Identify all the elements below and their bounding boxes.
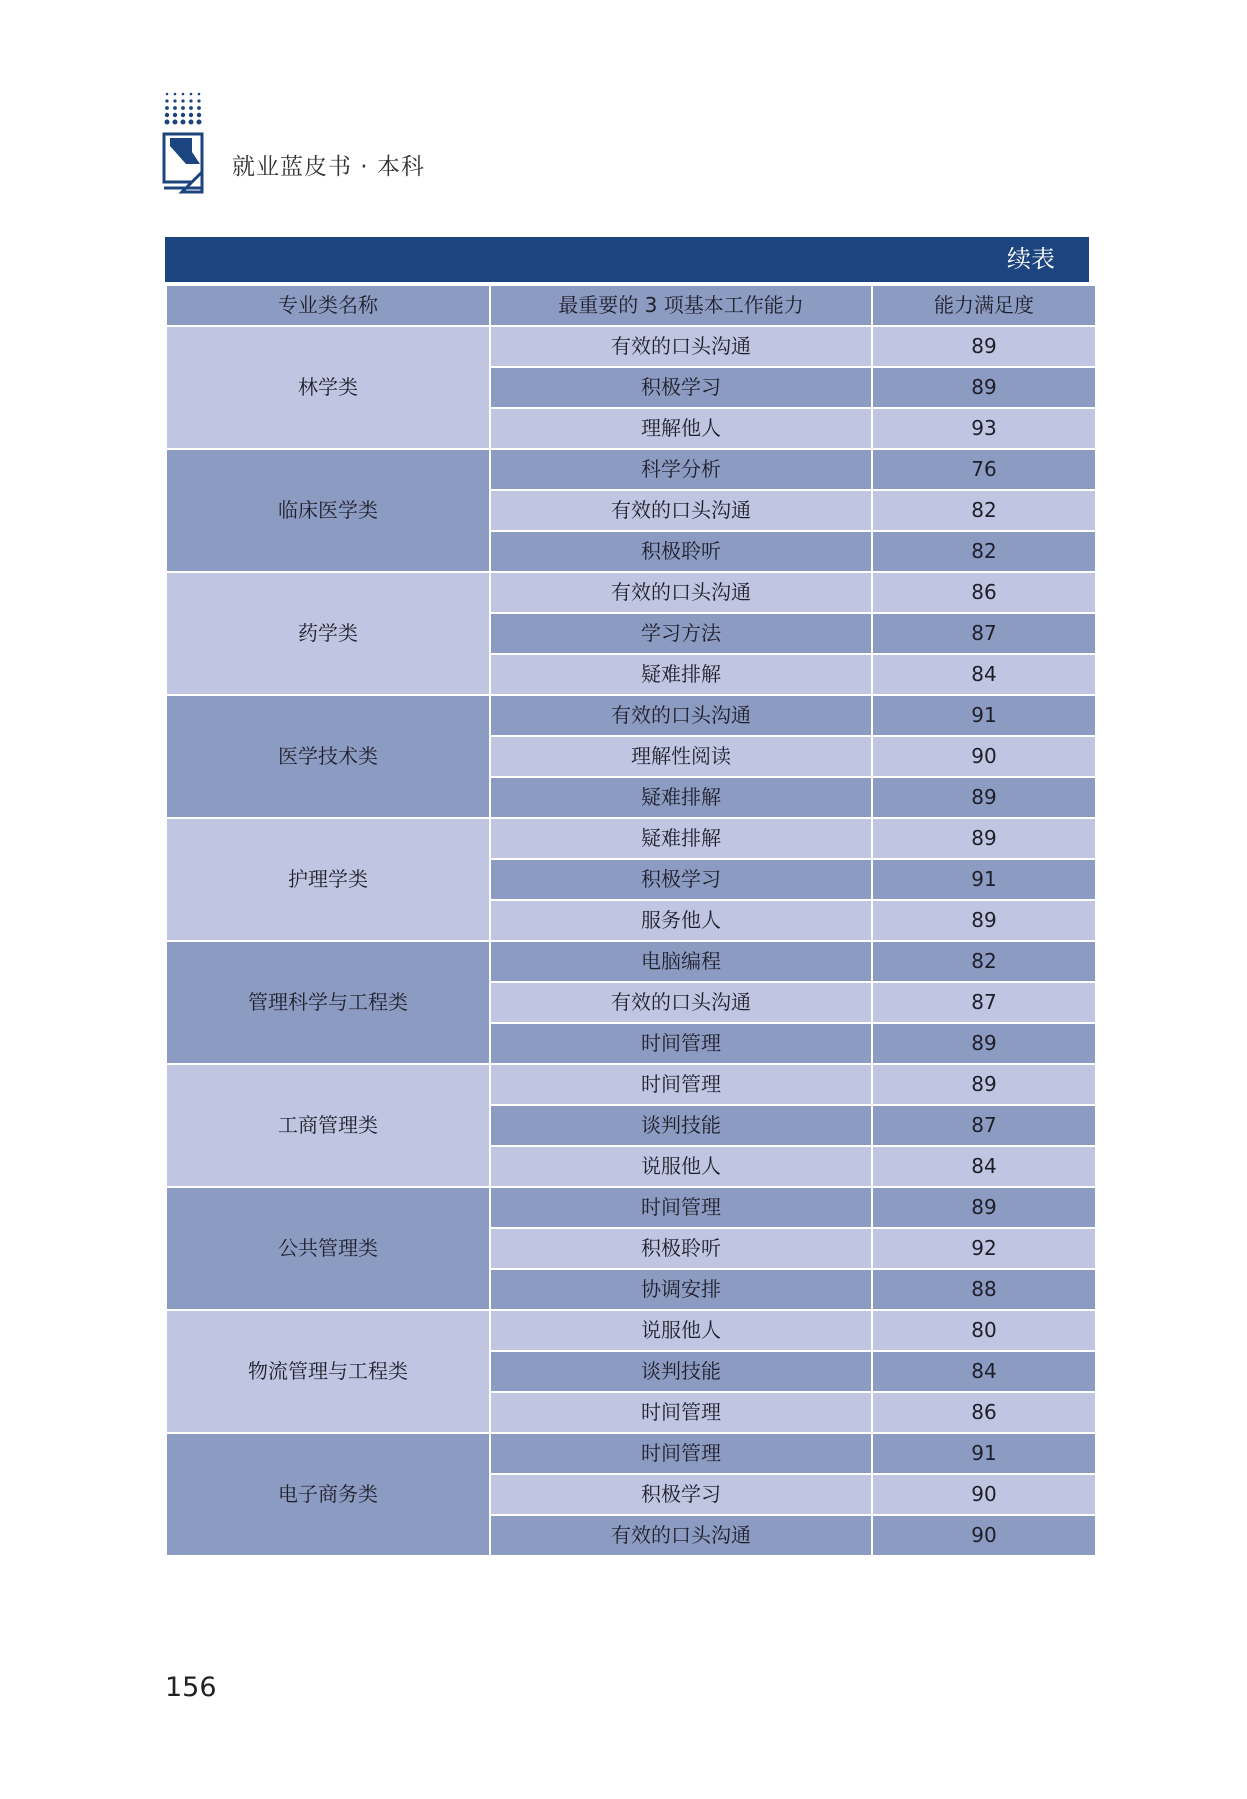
ability-cell: 时间管理 — [490, 1064, 872, 1105]
table-row — [166, 1310, 1096, 1351]
table-row — [166, 1187, 1096, 1228]
continuation-label: 续表 — [1007, 245, 1055, 273]
score-cell: 87 — [872, 613, 1096, 654]
ability-cell: 有效的口头沟通 — [490, 490, 872, 531]
running-header-title: 就业蓝皮书 · 本科 — [232, 154, 425, 180]
score-cell: 89 — [872, 900, 1096, 941]
ability-cell: 电脑编程 — [490, 941, 872, 982]
ability-cell: 说服他人 — [490, 1310, 872, 1351]
ability-cell: 谈判技能 — [490, 1105, 872, 1146]
table-row — [166, 326, 1096, 367]
column-header-score: 能力满足度 — [872, 285, 1096, 326]
ability-cell: 有效的口头沟通 — [490, 1515, 872, 1556]
score-cell: 89 — [872, 818, 1096, 859]
ability-cell: 时间管理 — [490, 1392, 872, 1433]
score-cell: 82 — [872, 490, 1096, 531]
header-row — [166, 285, 1096, 326]
major-cell: 管理科学与工程类 — [166, 941, 490, 1064]
score-cell: 82 — [872, 531, 1096, 572]
ability-cell: 疑难排解 — [490, 654, 872, 695]
table-row — [166, 818, 1096, 859]
table-row — [166, 449, 1096, 490]
table-row — [166, 695, 1096, 736]
column-header-ability: 最重要的 3 项基本工作能力 — [490, 285, 872, 326]
column-header-major: 专业类名称 — [166, 285, 490, 326]
ability-cell: 积极学习 — [490, 859, 872, 900]
major-cell: 药学类 — [166, 572, 490, 695]
score-cell: 89 — [872, 1023, 1096, 1064]
score-cell: 87 — [872, 982, 1096, 1023]
score-cell: 88 — [872, 1269, 1096, 1310]
ability-cell: 协调安排 — [490, 1269, 872, 1310]
major-cell: 护理学类 — [166, 818, 490, 941]
score-cell: 89 — [872, 777, 1096, 818]
ability-cell: 疑难排解 — [490, 818, 872, 859]
ability-cell: 学习方法 — [490, 613, 872, 654]
major-cell: 工商管理类 — [166, 1064, 490, 1187]
ability-cell: 有效的口头沟通 — [490, 695, 872, 736]
data-table — [165, 284, 1097, 1557]
ability-cell: 有效的口头沟通 — [490, 326, 872, 367]
ability-cell: 积极聆听 — [490, 531, 872, 572]
table-row — [166, 572, 1096, 613]
major-cell: 电子商务类 — [166, 1433, 490, 1556]
ability-cell: 服务他人 — [490, 900, 872, 941]
ability-cell: 说服他人 — [490, 1146, 872, 1187]
score-cell: 84 — [872, 1146, 1096, 1187]
page-number: 156 — [165, 1672, 217, 1703]
ability-cell: 疑难排解 — [490, 777, 872, 818]
score-cell: 82 — [872, 941, 1096, 982]
table-row — [166, 941, 1096, 982]
major-cell: 林学类 — [166, 326, 490, 449]
major-cell: 物流管理与工程类 — [166, 1310, 490, 1433]
score-cell: 92 — [872, 1228, 1096, 1269]
major-cell: 医学技术类 — [166, 695, 490, 818]
ability-cell: 积极学习 — [490, 367, 872, 408]
score-cell: 86 — [872, 1392, 1096, 1433]
ability-cell: 有效的口头沟通 — [490, 982, 872, 1023]
book-corner-logo-icon — [162, 92, 212, 200]
ability-cell: 积极学习 — [490, 1474, 872, 1515]
score-cell: 87 — [872, 1105, 1096, 1146]
ability-cell: 科学分析 — [490, 449, 872, 490]
score-cell: 91 — [872, 1433, 1096, 1474]
score-cell: 76 — [872, 449, 1096, 490]
score-cell: 91 — [872, 695, 1096, 736]
score-cell: 89 — [872, 1187, 1096, 1228]
score-cell: 84 — [872, 654, 1096, 695]
ability-cell: 时间管理 — [490, 1433, 872, 1474]
table-row — [166, 1433, 1096, 1474]
score-cell: 90 — [872, 1474, 1096, 1515]
score-cell: 84 — [872, 1351, 1096, 1392]
ability-table — [165, 237, 1089, 1557]
ability-cell: 理解他人 — [490, 408, 872, 449]
score-cell: 89 — [872, 367, 1096, 408]
table-row — [166, 1064, 1096, 1105]
major-cell: 临床医学类 — [166, 449, 490, 572]
score-cell: 80 — [872, 1310, 1096, 1351]
ability-cell: 时间管理 — [490, 1023, 872, 1064]
score-cell: 89 — [872, 1064, 1096, 1105]
score-cell: 86 — [872, 572, 1096, 613]
table-body — [166, 326, 1096, 1556]
score-cell: 90 — [872, 736, 1096, 777]
score-cell: 89 — [872, 326, 1096, 367]
ability-cell: 积极聆听 — [490, 1228, 872, 1269]
score-cell: 90 — [872, 1515, 1096, 1556]
continuation-bar — [165, 237, 1089, 282]
ability-cell: 有效的口头沟通 — [490, 572, 872, 613]
ability-cell: 时间管理 — [490, 1187, 872, 1228]
score-cell: 91 — [872, 859, 1096, 900]
major-cell: 公共管理类 — [166, 1187, 490, 1310]
ability-cell: 谈判技能 — [490, 1351, 872, 1392]
score-cell: 93 — [872, 408, 1096, 449]
ability-cell: 理解性阅读 — [490, 736, 872, 777]
